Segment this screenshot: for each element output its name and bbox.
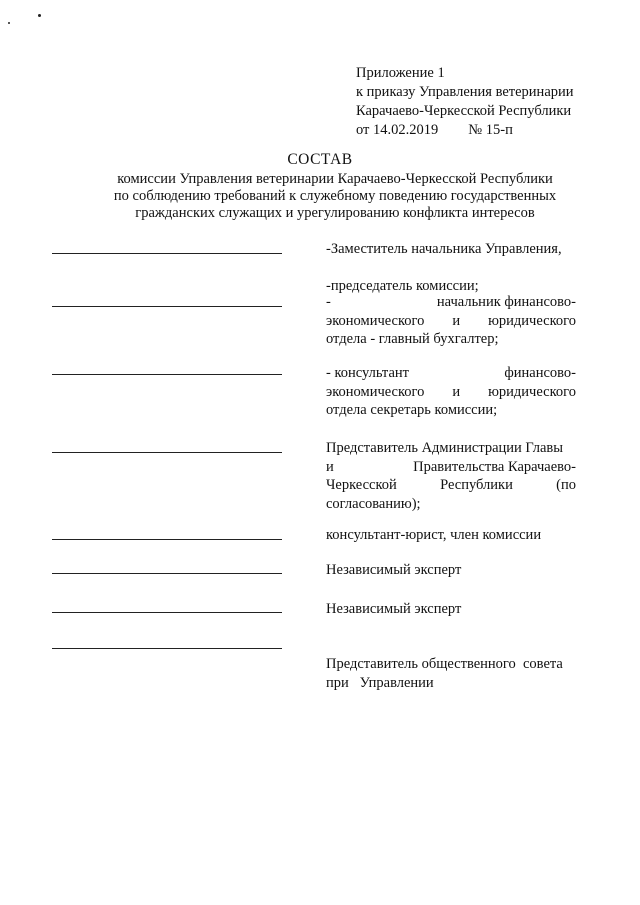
- subtitle-line: гражданских служащих и урегулированию конфликта интересов: [135, 205, 535, 221]
- role-line: Независимый эксперт: [326, 601, 462, 617]
- signature-line: [52, 374, 282, 375]
- signature-line: [52, 573, 282, 574]
- role-line: консультант-юрист, член комиссии: [326, 527, 542, 543]
- role-word: Республики: [440, 477, 513, 493]
- role-line: [326, 476, 576, 495]
- role-word: и: [452, 312, 461, 329]
- role-word: начальник финансово-: [436, 294, 576, 310]
- role-line: отдела секретарь комиссии;: [326, 402, 498, 418]
- role-word: финансово-: [504, 365, 576, 381]
- signature-line: [52, 648, 282, 649]
- role-line: [326, 312, 576, 331]
- scan-speck: [8, 22, 10, 24]
- document-subtitle: [80, 171, 590, 222]
- appendix-order-ref: к приказу Управления ветеринарии: [356, 84, 574, 100]
- role-line: Независимый эксперт: [326, 562, 462, 578]
- signature-line: [52, 612, 282, 613]
- signature-line: [52, 539, 282, 540]
- role-word: и: [452, 383, 461, 400]
- role-line: при Управлении: [326, 674, 434, 691]
- role-line: Представитель общественного совета: [326, 656, 563, 672]
- role-line: [326, 383, 576, 402]
- role-line: отдела - главный бухгалтер;: [326, 331, 499, 347]
- subtitle-line: по соблюдению требований к служебному поведению государственных: [113, 188, 557, 204]
- role-line: согласованию);: [326, 495, 421, 512]
- member-administration-rep: [326, 439, 576, 513]
- member-chief-accountant: [326, 293, 576, 349]
- role-word: - консультант: [326, 365, 409, 381]
- member-secretary: [326, 364, 576, 420]
- signature-line: [52, 306, 282, 307]
- appendix-number: № 15-п: [468, 122, 513, 138]
- member-independent-expert: [326, 561, 576, 580]
- member-lawyer: [326, 526, 576, 545]
- role-word: и: [326, 458, 334, 475]
- role-word: -: [326, 294, 331, 310]
- member-public-council-rep: [326, 655, 576, 692]
- role-line: [326, 364, 576, 383]
- role-word: Черкесской: [326, 477, 397, 493]
- role-line: [326, 458, 576, 477]
- signature-line: [52, 452, 282, 453]
- appendix-date: от 14.02.2019: [356, 122, 439, 138]
- scan-speck: [38, 14, 41, 17]
- subtitle-line: комиссии Управления ветеринарии Карачаево-Черкесской Республики: [117, 171, 553, 187]
- role-word: экономического: [326, 383, 425, 400]
- role-line: Представитель Администрации Главы: [326, 440, 563, 456]
- role-word: Правительства Карачаево-: [413, 458, 576, 475]
- member-independent-expert: [326, 600, 576, 619]
- appendix-date-number: [356, 121, 606, 140]
- appendix-republic: Карачаево-Черкесской Республики: [356, 103, 572, 119]
- role-line: -председатель комиссии;: [326, 277, 479, 294]
- appendix-title: Приложение 1: [356, 65, 445, 81]
- signature-line: [52, 253, 282, 254]
- role-word: юридического: [488, 312, 576, 329]
- role-word: (по: [556, 477, 576, 493]
- appendix-header: [356, 64, 606, 140]
- role-word: юридического: [488, 383, 576, 400]
- role-line: [326, 293, 576, 312]
- role-word: экономического: [326, 312, 425, 329]
- document-title: СОСТАВ: [287, 151, 353, 168]
- role-line: -Заместитель начальника Управления,: [326, 241, 562, 257]
- member-chairman: [326, 240, 576, 295]
